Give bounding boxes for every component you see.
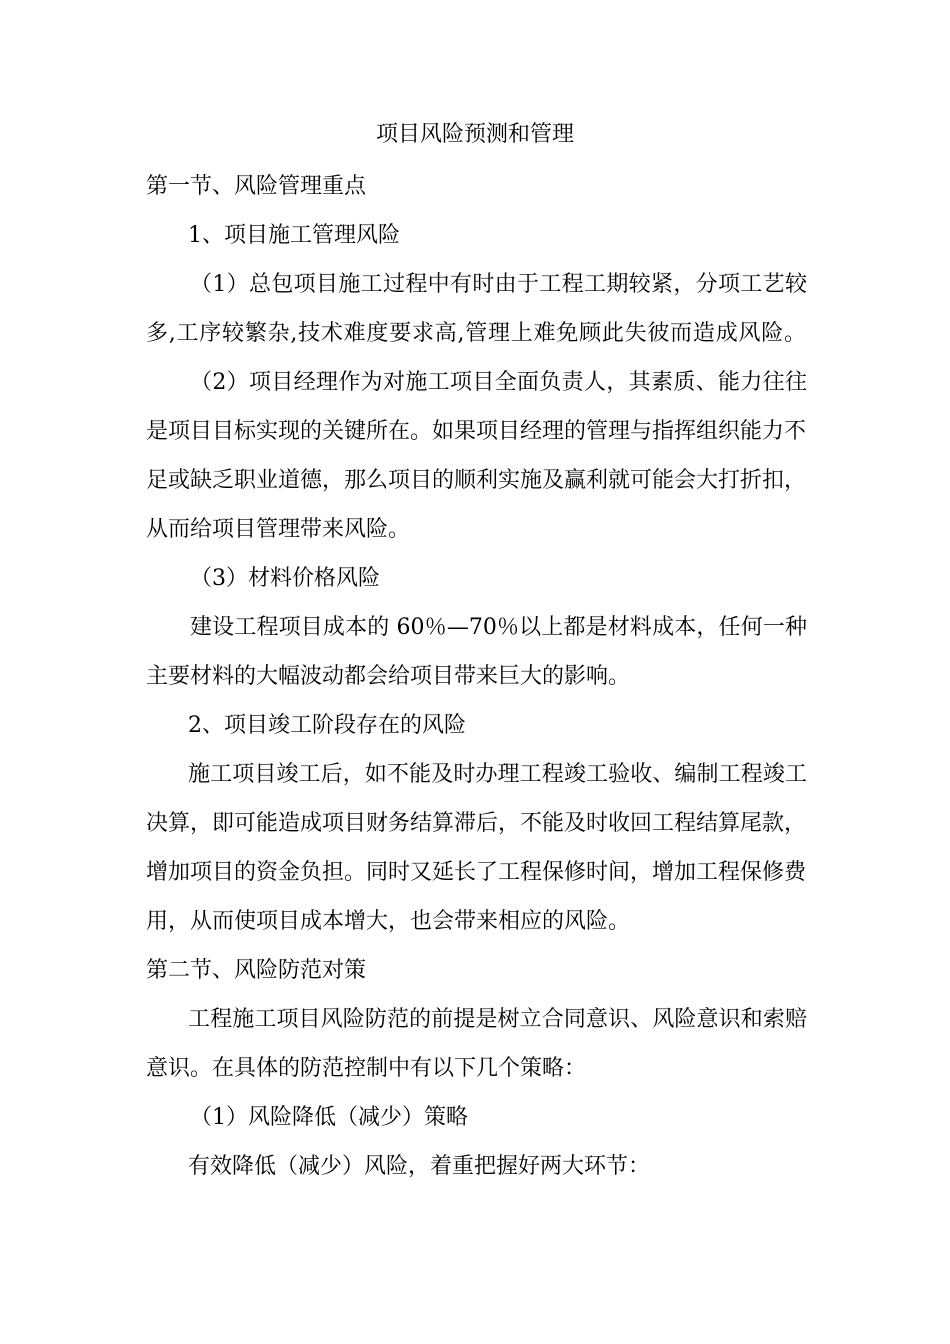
document-title: 项目风险预测和管理 bbox=[375, 122, 574, 147]
paragraph-line: 多,工序较繁杂,技术难度要求高,管理上难免顾此失彼而造成风险。 bbox=[146, 321, 806, 346]
paragraph-line: 从而给项目管理带来风险。 bbox=[146, 517, 411, 542]
paragraph-line: 工程施工项目风险防范的前提是树立合同意识、风险意识和索赔 bbox=[188, 1007, 807, 1032]
paragraph-line: 施工项目竣工后，如不能及时办理工程竣工验收、编制工程竣工 bbox=[188, 762, 807, 787]
paragraph-line: 主要材料的大幅波动都会给项目带来巨大的影响。 bbox=[146, 664, 631, 689]
paragraph-line: 足或缺乏职业道德，那么项目的顺利实施及赢利就可能会大打折扣， bbox=[146, 468, 807, 493]
paragraph-line: 增加项目的资金负担。同时又延长了工程保修时间，增加工程保修费 bbox=[146, 860, 807, 885]
subsection-heading: （1）风险降低（减少）策略 bbox=[190, 1105, 468, 1130]
paragraph-line: 建设工程项目成本的 60％—70％以上都是材料成本，任何一种 bbox=[190, 615, 807, 640]
paragraph-line: 是项目目标实现的关键所在。如果项目经理的管理与指挥组织能力不 bbox=[146, 419, 807, 444]
paragraph-line: （1）总包项目施工过程中有时由于工程工期较紧，分项工艺较 bbox=[190, 272, 807, 297]
paragraph-line: 意识。在具体的防范控制中有以下几个策略： bbox=[146, 1056, 587, 1081]
subsection-heading: 1、项目施工管理风险 bbox=[188, 223, 400, 248]
paragraph-line: 用，从而使项目成本增大，也会带来相应的风险。 bbox=[146, 909, 631, 934]
paragraph-line: （2）项目经理作为对施工项目全面负责人，其素质、能力往往 bbox=[190, 370, 807, 395]
subsection-heading: （3）材料价格风险 bbox=[190, 566, 380, 591]
paragraph-line: 有效降低（减少）风险，着重把握好两大环节： bbox=[188, 1154, 651, 1179]
section-heading: 第二节、风险防范对策 bbox=[146, 958, 367, 983]
subsection-heading: 2、项目竣工阶段存在的风险 bbox=[188, 713, 466, 738]
section-heading: 第一节、风险管理重点 bbox=[146, 174, 367, 199]
paragraph-line: 决算，即可能造成项目财务结算滞后，不能及时收回工程结算尾款， bbox=[146, 811, 807, 836]
